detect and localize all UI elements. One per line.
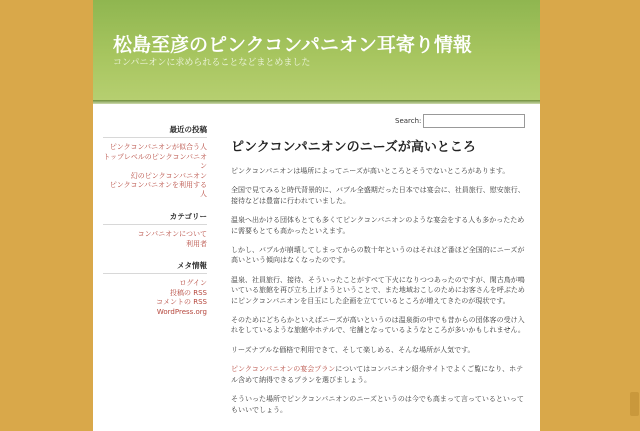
post-title[interactable]: ピンクコンパニオンのニーズが高いところ [231,140,476,155]
banquet-plan-link[interactable]: ピンクコンパニオンの宴会プラン [231,365,336,374]
site-title[interactable]: 松島至彦のピンクコンパニオン耳寄り情報 [113,34,472,56]
search-form [395,114,527,128]
site-header [93,0,540,100]
post-paragraph-with-link [231,364,526,385]
recent-posts-widget [103,125,207,200]
post-paragraph: 温泉へ出かける団体もとても多くてピンクコンパニオンのような宴会をする人も多かったために需要もとても高かったといえます。 [231,216,525,235]
sidebar [103,125,207,329]
recent-post-link[interactable]: 幻のピンクコンパニオン [130,171,207,180]
post-paragraph: 温泉、社員旅行、接待、そういったことがすべて下火になりつつあったのですが、閑古鳥が鳴いている旅館を再び立ち上げようということで、また地域おこしのためにお客さんを呼ぶためにピンクコンパニオンを目玉にした企画を立てているところが増えてきたのが現状です。 [231,275,525,305]
posts-rss-link[interactable]: 投稿の RSS [170,288,207,297]
post-paragraph: そういった場所でピンクコンパニオンのニーズというのは今でも高まって言っているといってもいいでしょう。 [231,395,524,414]
recent-post-link[interactable]: ピンクコンパニオンが似合う人 [109,143,207,152]
login-link[interactable]: ログイン [179,279,207,288]
post-paragraph: 全国で見てみると時代背景的に、バブル全盛期だった日本では宴会に、社員旅行、慰安旅行、接待などは豊富に行われていました。 [231,186,525,205]
search-input[interactable] [423,114,525,128]
header-divider [93,100,540,104]
post-paragraph: そのためにどちらかといえばニーズが高いというのは温泉街の中でも昔からの団体客の受け入れをしているような旅館やホテルで、宅舗となっているようなところが多いかもしれません。 [231,316,525,335]
post-paragraph: リーズナブルな価格で利用できて、そして楽しめる、そんな場所が人気です。 [231,345,475,354]
post-paragraph: ピンクコンパニオンは場所によってニーズが高いところとそうでないところがあります。 [231,167,510,175]
recent-posts-heading: 最近の投稿 [103,125,207,138]
comments-rss-link[interactable]: コメントの RSS [156,298,207,307]
category-link[interactable]: 利用者 [186,239,207,248]
scrollbar-thumb[interactable] [630,392,639,416]
meta-heading: メタ情報 [103,261,207,274]
scrollbar[interactable] [629,0,640,431]
categories-heading: カテゴリー [103,212,207,225]
recent-post-link[interactable]: ピンクコンパニオンを利用する人 [109,181,207,199]
page [93,0,540,431]
site-description: コンパニオンに求められることなどまとめました [113,58,311,68]
wordpress-org-link[interactable]: WordPress.org [156,307,207,316]
search-label: Search: [395,117,422,125]
categories-widget [103,212,207,249]
meta-widget [103,261,207,317]
recent-post-link[interactable]: トップレベルのピンクコンパニオン [103,152,207,171]
post-content [231,136,526,424]
post-paragraph: しかし、バブルが崩壊してしまってからの数十年というのはそれほど番ほど全国的にニーズが高いという傾向はなくなったのです。 [231,246,525,265]
category-link[interactable]: コンパニオンについて [137,230,207,239]
post-paragraph-text: についてはコンパニオン紹介サイトでよくご覧になり、ホテル含めて納得できるプランを選びましょう。 [231,365,524,384]
